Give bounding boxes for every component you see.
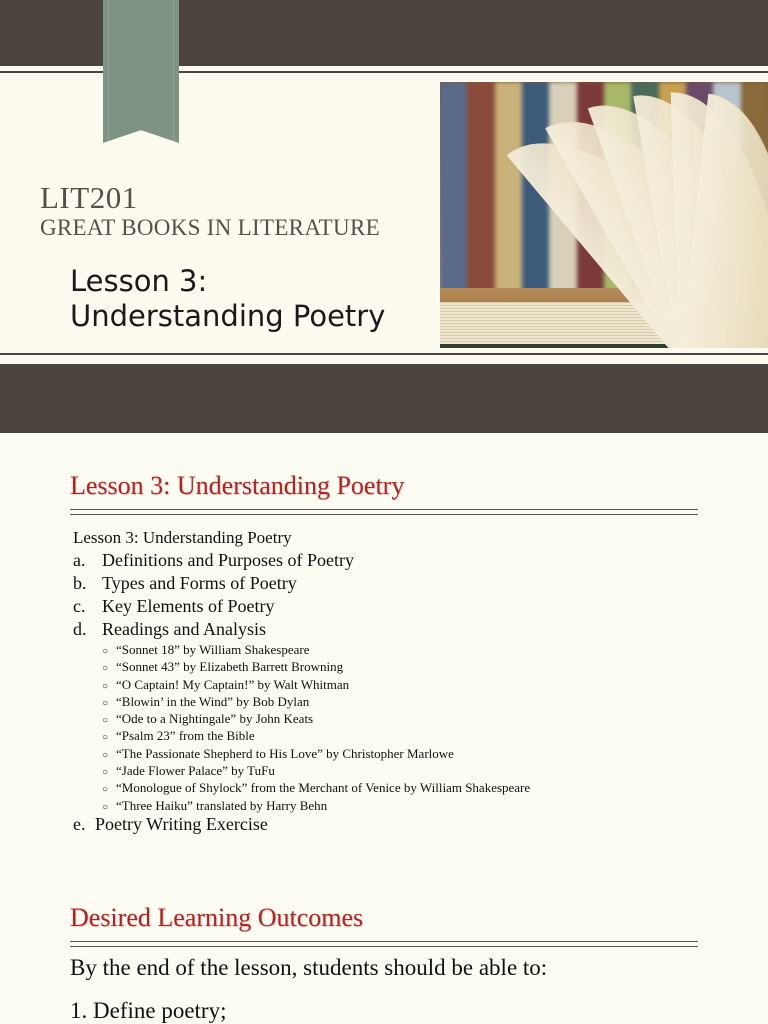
course-name: GREAT BOOKS IN LITERATURE bbox=[40, 215, 380, 240]
section-divider bbox=[70, 941, 698, 947]
reading-item bbox=[102, 762, 530, 779]
reading-item bbox=[102, 693, 530, 710]
lesson-title-line1: Lesson 3: bbox=[70, 264, 208, 298]
reading-title: “The Passionate Shepherd to His Love” by Christopher Marlowe bbox=[116, 745, 454, 761]
list-item bbox=[73, 549, 354, 572]
circle-bullet-icon: ○ bbox=[102, 715, 109, 727]
open-book-photo bbox=[440, 82, 768, 348]
circle-bullet-icon: ○ bbox=[102, 680, 109, 692]
list-marker: e. bbox=[73, 814, 86, 834]
circle-bullet-icon: ○ bbox=[102, 801, 109, 813]
fanned-pages bbox=[620, 82, 768, 348]
reading-title: “Ode to a Nightingale” by John Keats bbox=[116, 711, 314, 727]
list-item-label: Poetry Writing Exercise bbox=[95, 814, 268, 834]
readings-list bbox=[102, 641, 530, 814]
reading-item bbox=[102, 710, 530, 727]
lesson-title-line2: Understanding Poetry bbox=[70, 299, 386, 333]
bottom-rule bbox=[0, 353, 768, 355]
contents-section-title: Lesson 3: Understanding Poetry bbox=[70, 471, 405, 500]
circle-bullet-icon: ○ bbox=[102, 767, 109, 779]
outcome-item: 1. Define poetry; bbox=[70, 998, 227, 1023]
list-item-label: Types and Forms of Poetry bbox=[102, 573, 297, 593]
list-marker: c. bbox=[73, 596, 86, 616]
reading-title: “Monologue of Shylock” from the Merchant of Venice by William Shakespeare bbox=[116, 780, 531, 796]
circle-bullet-icon: ○ bbox=[102, 646, 109, 657]
reading-title: “Sonnet 43” by Elizabeth Barrett Browning bbox=[116, 659, 344, 675]
reading-title: “Blowin’ in the Wind” by Bob Dylan bbox=[116, 693, 310, 709]
reading-item bbox=[102, 676, 530, 693]
outcomes-intro: By the end of the lesson, students should be able to: bbox=[70, 955, 548, 980]
lesson-title bbox=[70, 264, 430, 334]
circle-bullet-icon: ○ bbox=[102, 697, 109, 709]
reading-item bbox=[102, 641, 530, 658]
circle-bullet-icon: ○ bbox=[102, 749, 109, 761]
contents-heading: Lesson 3: Understanding Poetry bbox=[73, 528, 292, 547]
list-item bbox=[73, 572, 354, 595]
reading-item bbox=[102, 797, 530, 814]
list-item-label: Readings and Analysis bbox=[102, 619, 266, 639]
list-item bbox=[73, 814, 268, 835]
reading-item bbox=[102, 745, 530, 762]
list-item bbox=[73, 595, 354, 618]
list-marker: a. bbox=[73, 550, 86, 570]
bookmark-ribbon bbox=[103, 0, 179, 143]
reading-title: “Psalm 23” from the Bible bbox=[116, 728, 255, 744]
contents-list bbox=[73, 549, 354, 641]
reading-item bbox=[102, 779, 530, 796]
circle-bullet-icon: ○ bbox=[102, 663, 109, 675]
circle-bullet-icon: ○ bbox=[102, 732, 109, 744]
outcomes-section-title: Desired Learning Outcomes bbox=[70, 903, 364, 932]
list-item-label: Definitions and Purposes of Poetry bbox=[102, 550, 354, 570]
list-item-label: Key Elements of Poetry bbox=[102, 596, 275, 616]
reading-title: “O Captain! My Captain!” by Walt Whitman bbox=[116, 676, 350, 692]
reading-item bbox=[102, 727, 530, 744]
reading-item bbox=[102, 658, 530, 675]
list-item bbox=[73, 618, 354, 641]
reading-title: “Jade Flower Palace” by TuFu bbox=[116, 763, 275, 779]
reading-title: “Sonnet 18” by William Shakespeare bbox=[116, 642, 310, 657]
list-marker: b. bbox=[73, 573, 87, 593]
course-code: LIT201 bbox=[40, 180, 138, 215]
circle-bullet-icon: ○ bbox=[102, 784, 109, 796]
section-divider bbox=[70, 509, 698, 515]
reading-title: “Three Haiku” translated by Harry Behn bbox=[116, 797, 328, 813]
title-slide bbox=[0, 0, 768, 433]
list-marker: d. bbox=[73, 619, 87, 639]
contents-slide bbox=[0, 433, 768, 1024]
